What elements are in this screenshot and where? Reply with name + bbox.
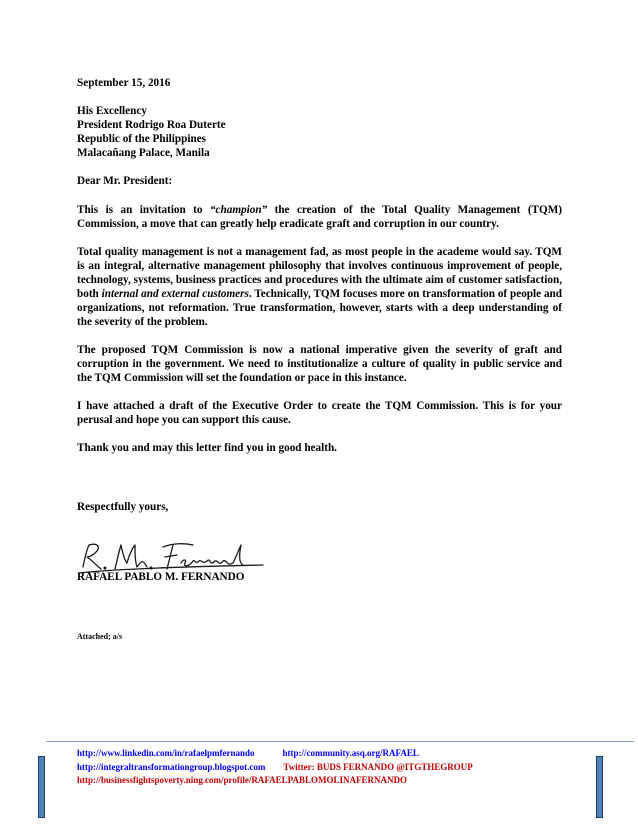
address-line: Malacañang Palace, Manila xyxy=(77,147,210,159)
emphasis-text: internal and external customers xyxy=(101,288,249,300)
footer-row xyxy=(77,747,577,761)
paragraph-text: the creation of the Total Quality Management (TQM) Commission, a move that can greatly help eradicate graft and corruption in our country. xyxy=(77,204,562,230)
footer-row xyxy=(77,774,577,788)
footer-row xyxy=(77,761,577,775)
ning-link[interactable]: http://businessfightspoverty.ning.com/profile/RAFAELPABLOMOLINAFERNANDO xyxy=(77,775,408,785)
address-line: His Excellency xyxy=(77,105,147,117)
footer-bar-left xyxy=(38,756,45,818)
salutation: Dear Mr. President: xyxy=(77,175,173,187)
paragraph-text: Total quality management is not a management fad, as most people in the academe would say. TQM is an integral, alternative management philosophy that involves continuous improvement of people, technology, systems, business practices and procedures with the ultimate aim of customer satisfaction, both xyxy=(77,246,562,300)
asq-link[interactable]: http://community.asq.org/RAFAEL xyxy=(282,748,419,758)
paragraph-commission: The proposed TQM Commission is now a national imperative given the severity of graft and corruption in the government. We need to institutionalize a culture of quality in public service and the TQM Commission will set the foundation or pace in this instance. xyxy=(77,344,562,384)
footer-bar-right xyxy=(596,756,603,818)
twitter-handle: Twitter: BUDS FERNANDO @ITGTHEGROUP xyxy=(283,761,473,772)
closing: Respectfully yours, xyxy=(77,501,169,513)
linkedin-link[interactable]: http://www.linkedin.com/in/rafaelpmfernando xyxy=(77,748,255,758)
footer-divider xyxy=(46,741,634,742)
paragraph-text: This is an invitation to xyxy=(77,204,210,216)
letter-date: September 15, 2016 xyxy=(77,77,171,89)
paragraph-attachment: I have attached a draft of the Executive Order to create the TQM Commission. This is for your perusal and hope you can support this cause. xyxy=(77,400,562,426)
letter-body xyxy=(77,76,562,514)
paragraph-tqm-definition xyxy=(77,245,562,329)
paragraph-invitation xyxy=(77,203,562,231)
footer-links xyxy=(77,747,577,788)
emphasis-text: “champion” xyxy=(209,204,268,216)
blog-link[interactable]: http://integraltransformationgroup.blogspot.com xyxy=(77,761,266,772)
paragraph-text: . Technically, TQM focuses more on transformation of people and organizations, not reformation. True transformation, however, starts with a deep understanding of the severity of the problem. xyxy=(77,288,562,328)
recipient-address xyxy=(77,104,562,160)
address-line: Republic of the Philippines xyxy=(77,133,206,145)
paragraph-thanks: Thank you and may this letter find you in good health. xyxy=(77,442,337,454)
attachment-note: Attached; a/s xyxy=(77,632,123,641)
address-line: President Rodrigo Roa Duterte xyxy=(77,119,226,131)
sender-name: RAFAEL PABLO M. FERNANDO xyxy=(77,571,245,583)
